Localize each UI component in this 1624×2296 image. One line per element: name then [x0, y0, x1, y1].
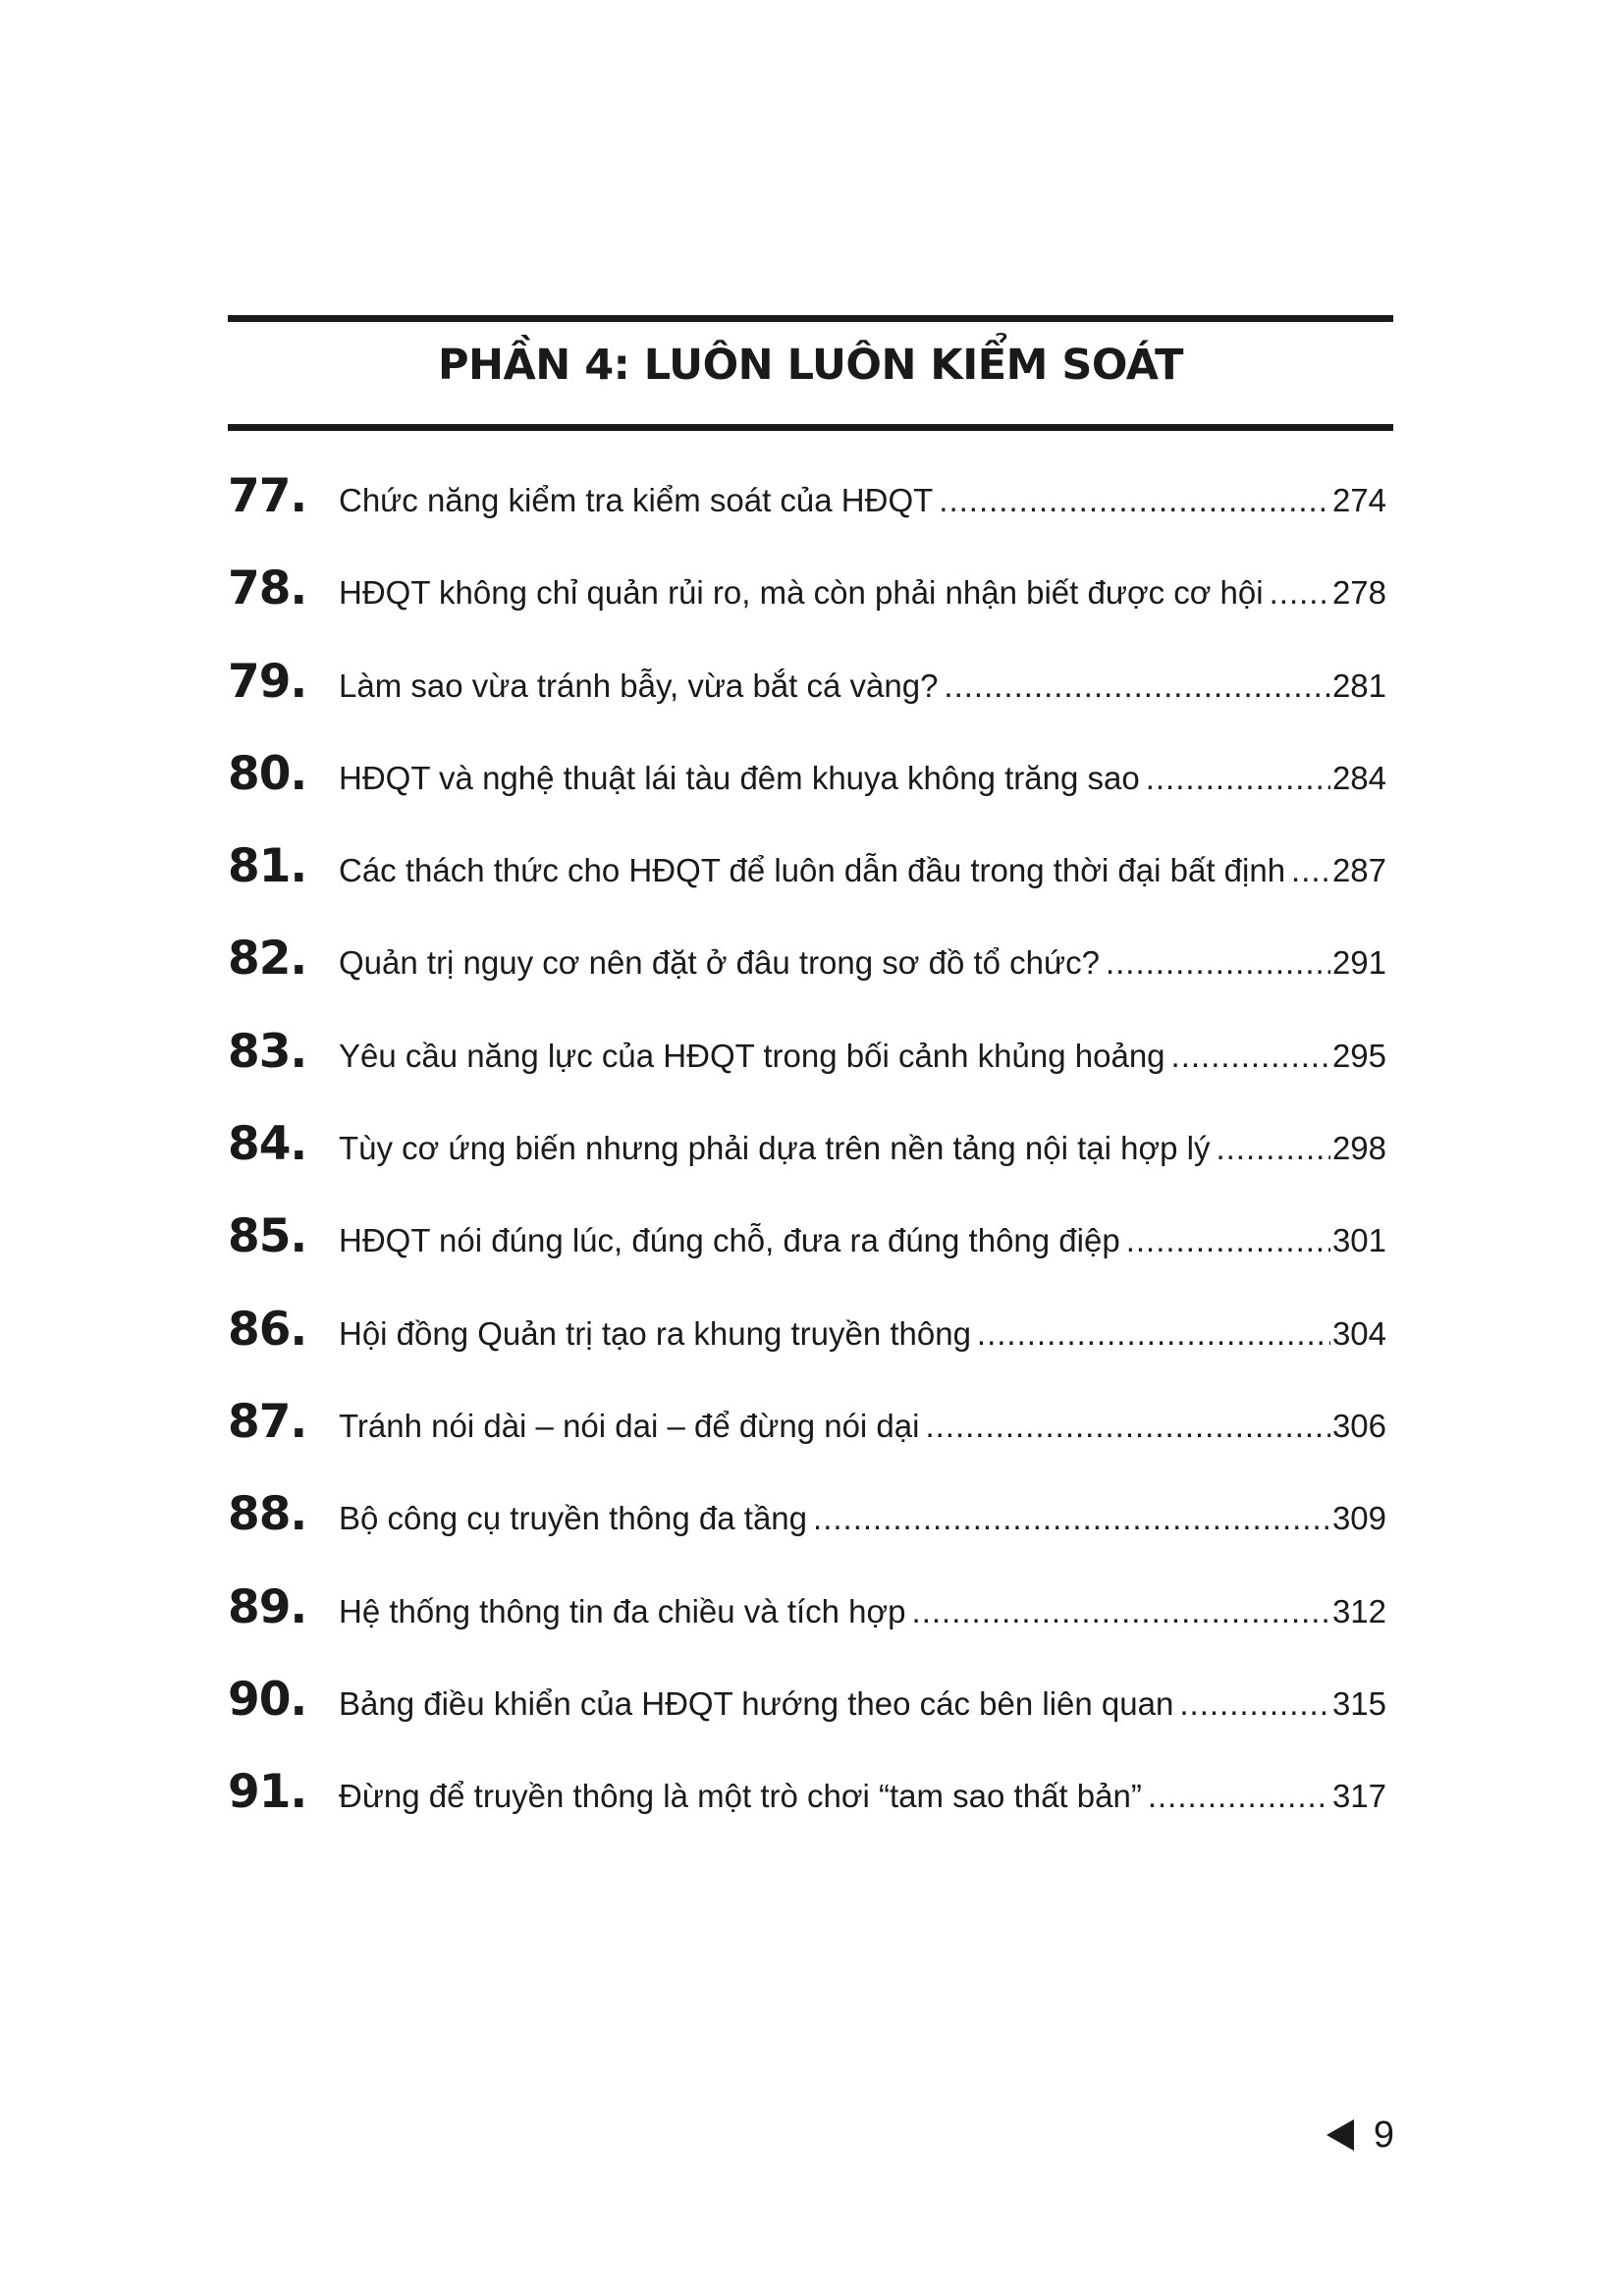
bottom-rule: [228, 424, 1393, 431]
toc-entry-number: 79.: [228, 654, 307, 709]
toc-entry-title: Tránh nói dài – nói dai – để đừng nói dại: [339, 1407, 920, 1444]
toc-entry-number: 85.: [228, 1209, 307, 1264]
toc-entry-number: 89.: [228, 1579, 307, 1634]
toc-entry[interactable]: [228, 1209, 1386, 1302]
top-rule: [228, 315, 1393, 322]
toc-dot-leader: [1148, 1778, 1330, 1815]
toc-entry[interactable]: [228, 655, 1386, 747]
toc-entry-title: Yêu cầu năng lực của HĐQT trong bối cảnh khủng hoảng: [339, 1037, 1165, 1074]
toc-entry-page: 278: [1331, 574, 1386, 612]
toc-entry-page: 295: [1331, 1037, 1386, 1074]
toc-entry-page: 287: [1331, 852, 1386, 889]
toc-entry-title: Chức năng kiểm tra kiểm soát của HĐQT: [339, 482, 934, 518]
toc-entry-page: 284: [1331, 759, 1386, 796]
toc-entry-page: 301: [1331, 1222, 1386, 1259]
toc-dot-leader: [912, 1593, 1330, 1630]
toc-dot-leader: [1171, 1038, 1330, 1075]
toc-entry[interactable]: [228, 1487, 1386, 1579]
toc-entry-number: 88.: [228, 1487, 307, 1542]
toc-entry-page: 291: [1331, 944, 1386, 982]
toc-dot-leader: [1291, 852, 1330, 889]
toc-entry-page: 315: [1331, 1684, 1386, 1722]
toc-dot-leader: [1216, 1130, 1329, 1167]
toc-dot-leader: [1270, 574, 1330, 612]
toc-dot-leader: [1126, 1222, 1330, 1259]
toc-entry[interactable]: [228, 1117, 1386, 1209]
toc-entry-number: 87.: [228, 1394, 307, 1449]
toc-entry-title: Bộ công cụ truyền thông đa tầng: [339, 1500, 808, 1537]
toc-entry-title: Tùy cơ ứng biến nhưng phải dựa trên nền tảng nội tại hợp lý: [339, 1130, 1211, 1167]
toc-entry-title: HĐQT không chỉ quản rủi ro, mà còn phải nhận biết được cơ hội: [339, 574, 1264, 612]
toc-entry-number: 82.: [228, 932, 307, 987]
toc-entry[interactable]: [228, 469, 1386, 561]
toc-entry-title: HĐQT và nghệ thuật lái tàu đêm khuya không trăng sao: [339, 759, 1140, 796]
toc-entry[interactable]: [228, 1395, 1386, 1487]
toc-entry[interactable]: [228, 1673, 1386, 1765]
toc-entry-page: 312: [1331, 1592, 1386, 1629]
toc-entry-number: 84.: [228, 1117, 307, 1172]
toc-entry-number: 77.: [228, 469, 307, 523]
toc-entry-number: 90.: [228, 1672, 307, 1727]
toc-entry-page: 274: [1331, 482, 1386, 518]
toc-entry-page: 306: [1331, 1407, 1386, 1444]
toc-dot-leader: [813, 1500, 1330, 1537]
toc-entry-number: 80.: [228, 746, 307, 801]
toc-entry-page: 309: [1331, 1500, 1386, 1537]
page-number: 9: [1373, 2113, 1394, 2156]
toc-entry-page: 281: [1331, 667, 1386, 704]
toc-entry-page: 304: [1331, 1314, 1386, 1352]
toc-entry[interactable]: [228, 1580, 1386, 1673]
toc-entry-title: Hội đồng Quản trị tạo ra khung truyền thông: [339, 1314, 971, 1352]
toc-dot-leader: [944, 667, 1330, 705]
toc-dot-leader: [939, 482, 1330, 519]
toc-entry-number: 86.: [228, 1302, 307, 1357]
toc-entry-title: Quản trị nguy cơ nên đặt ở đâu trong sơ đồ tổ chức?: [339, 944, 1100, 982]
toc-entry-title: Đừng để truyền thông là một trò chơi “tam sao thất bản”: [339, 1778, 1142, 1815]
toc-dot-leader: [1179, 1685, 1330, 1723]
toc-entry-number: 83.: [228, 1024, 307, 1079]
toc-entry-title: Bảng điều khiển của HĐQT hướng theo các bên liên quan: [339, 1684, 1174, 1722]
toc-entry-number: 81.: [228, 839, 307, 894]
toc-dot-leader: [977, 1315, 1330, 1353]
triangle-left-icon: [1326, 2119, 1354, 2151]
toc-entry-number: 78.: [228, 561, 307, 616]
toc-entry-title: HĐQT nói đúng lúc, đúng chỗ, đưa ra đúng thông điệp: [339, 1222, 1120, 1259]
toc-entry[interactable]: [228, 1765, 1386, 1857]
section-header: [228, 315, 1393, 431]
toc-entry-title: Làm sao vừa tránh bẫy, vừa bắt cá vàng?: [339, 667, 939, 704]
toc-entry-title: Các thách thức cho HĐQT để luôn dẫn đầu trong thời đại bất định: [339, 852, 1286, 889]
toc-dot-leader: [1146, 760, 1330, 797]
toc-entry[interactable]: [228, 747, 1386, 839]
toc-entry-page: 298: [1331, 1130, 1386, 1167]
table-of-contents: [228, 469, 1386, 1857]
page-footer: [1296, 2110, 1394, 2160]
toc-entry-title: Hệ thống thông tin đa chiều và tích hợp: [339, 1592, 906, 1629]
toc-entry[interactable]: [228, 1303, 1386, 1395]
toc-dot-leader: [1106, 944, 1330, 982]
toc-entry[interactable]: [228, 932, 1386, 1024]
toc-entry[interactable]: [228, 561, 1386, 654]
section-title: PHẦN 4: LUÔN LUÔN KIỂM SOÁT: [437, 341, 1183, 390]
toc-entry-page: 317: [1331, 1778, 1386, 1815]
toc-entry-number: 91.: [228, 1765, 307, 1820]
toc-entry[interactable]: [228, 1025, 1386, 1117]
toc-entry[interactable]: [228, 839, 1386, 932]
toc-dot-leader: [925, 1408, 1329, 1445]
